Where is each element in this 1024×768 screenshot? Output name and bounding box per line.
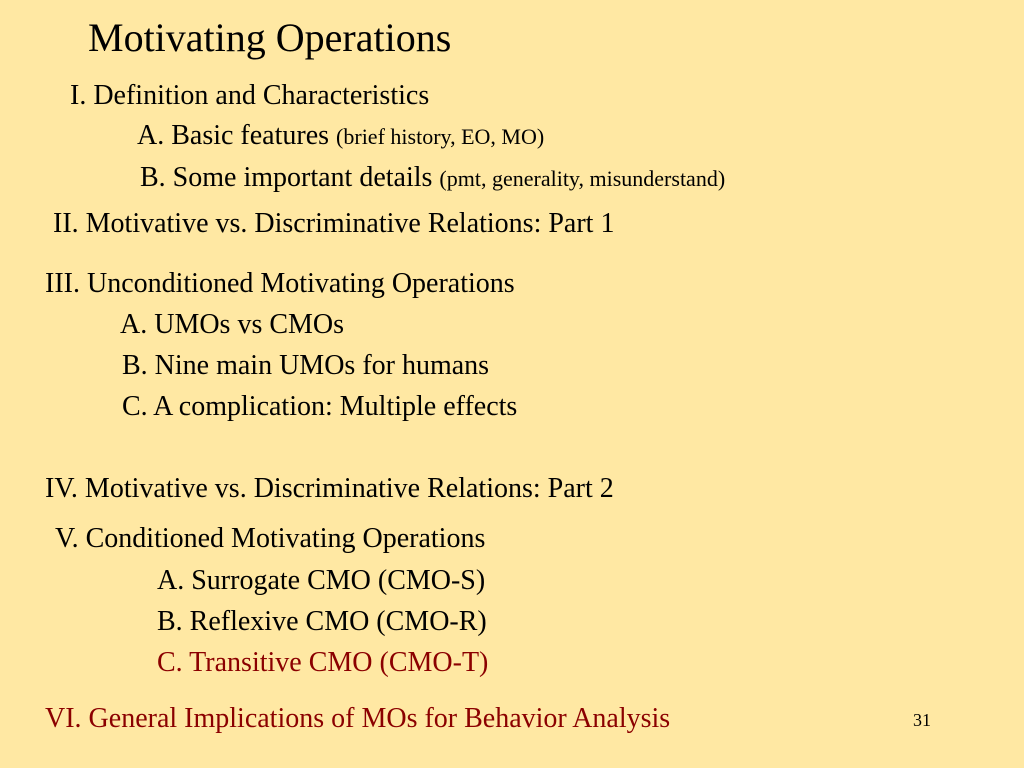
section-1-heading: I. Definition and Characteristics [70,80,430,111]
section-3-item-c: C. A complication: Multiple effects [122,391,518,422]
section-1-item-a [137,122,544,150]
section-6-heading: VI. General Implications of MOs for Behavior Analysis [45,703,671,734]
section-1-item-b-label: B. Some important details [140,162,440,193]
section-1-item-b-note: (pmt, generality, misunderstand) [439,166,726,191]
section-1-item-a-label: A. Basic features [137,120,337,151]
section-3-heading: III. Unconditioned Motivating Operations [45,268,515,299]
section-3-item-b: B. Nine main UMOs for humans [122,350,490,381]
section-5-item-a: A. Surrogate CMO (CMO-S) [157,565,486,596]
section-1-item-b [140,164,725,192]
section-5-item-b: B. Reflexive CMO (CMO-R) [157,606,487,637]
section-4-heading: IV. Motivative vs. Discriminative Relations: Part 2 [45,473,614,504]
slide-title: Motivating Operations [88,15,452,60]
page-number: 31 [913,710,931,730]
section-3-item-a: A. UMOs vs CMOs [120,309,345,340]
section-2-heading: II. Motivative vs. Discriminative Relations: Part 1 [53,208,615,239]
section-5-heading: V. Conditioned Motivating Operations [55,523,486,554]
section-1-item-a-note: (brief history, EO, MO) [336,124,545,149]
section-5-item-c: C. Transitive CMO (CMO-T) [157,647,489,678]
